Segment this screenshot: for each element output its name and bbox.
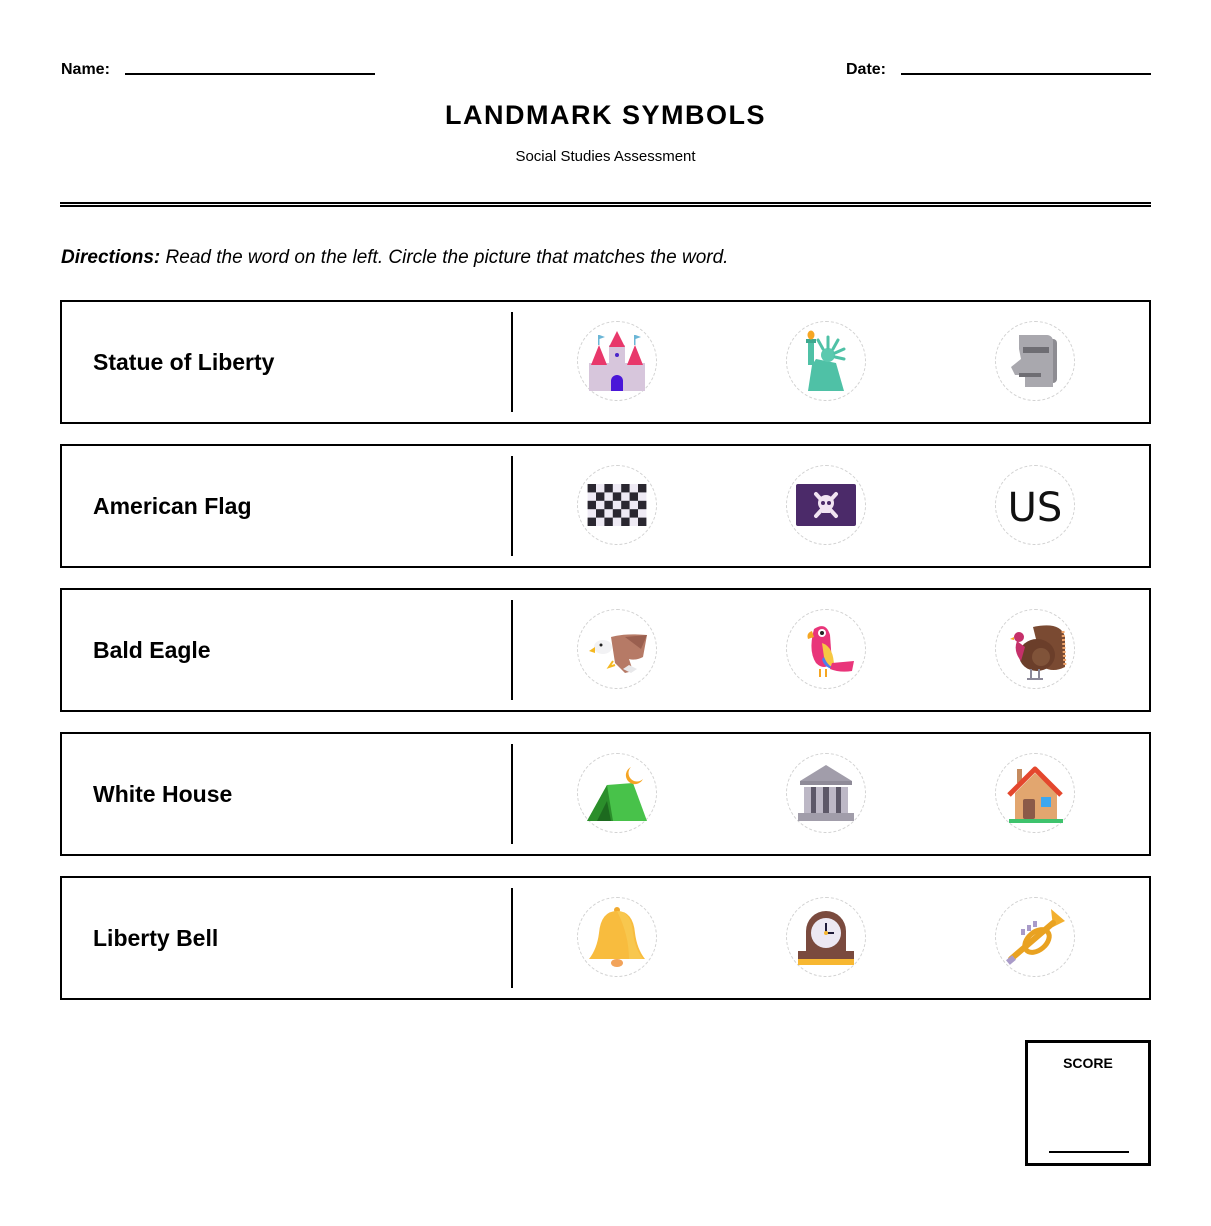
option-statue-of-liberty[interactable] [786, 321, 866, 401]
date-field-line[interactable] [901, 73, 1151, 75]
turkey-icon [1003, 617, 1067, 681]
row-divider [511, 744, 513, 844]
house-icon [1003, 761, 1067, 825]
name-label: Name: [61, 61, 110, 78]
option-moai[interactable] [995, 321, 1075, 401]
moai-icon [1003, 329, 1067, 393]
option-trumpet[interactable] [995, 897, 1075, 977]
directions-label: Directions: [61, 247, 161, 268]
question-word: Statue of Liberty [93, 349, 275, 375]
question-word: Liberty Bell [93, 925, 219, 951]
score-label: SCORE [1063, 1055, 1113, 1071]
option-checkered-flag[interactable] [577, 465, 657, 545]
date-label: Date: [846, 61, 887, 78]
bell-icon [585, 905, 649, 969]
header-divider-bottom [60, 205, 1151, 207]
directions [61, 247, 728, 269]
option-bell[interactable] [577, 897, 657, 977]
question-row [60, 876, 1151, 1000]
option-pirate-flag[interactable] [786, 465, 866, 545]
option-eagle[interactable] [577, 609, 657, 689]
eagle-icon [585, 617, 649, 681]
question-row [60, 588, 1151, 712]
pirate-flag-icon [796, 484, 856, 526]
question-row [60, 300, 1151, 424]
score-entry-line[interactable] [1049, 1151, 1129, 1153]
option-mantelpiece-clock[interactable] [786, 897, 866, 977]
parrot-icon [794, 617, 858, 681]
question-word: Bald Eagle [93, 637, 211, 663]
header-divider-top [60, 202, 1151, 204]
question-word: American Flag [93, 493, 252, 519]
castle-icon [585, 329, 649, 393]
classical-building-icon [794, 761, 858, 825]
option-house[interactable] [995, 753, 1075, 833]
trumpet-icon [1003, 905, 1067, 969]
checkered-flag-icon [587, 484, 647, 526]
directions-text: Read the word on the left. Circle the picture that matches the word. [160, 247, 729, 268]
option-us-letters[interactable] [995, 465, 1075, 545]
option-castle[interactable] [577, 321, 657, 401]
option-turkey[interactable] [995, 609, 1075, 689]
question-row [60, 444, 1151, 568]
statue-of-liberty-icon [794, 329, 858, 393]
row-divider [511, 456, 513, 556]
option-camping-tent[interactable] [577, 753, 657, 833]
question-word: White House [93, 781, 233, 807]
row-divider [511, 888, 513, 988]
question-row [60, 732, 1151, 856]
option-classical-building[interactable] [786, 753, 866, 833]
row-divider [511, 312, 513, 412]
score-box [1025, 1040, 1151, 1166]
row-divider [511, 600, 513, 700]
page-subtitle: Social Studies Assessment [515, 148, 696, 165]
us-letters-icon: US [1007, 485, 1063, 531]
mantelpiece-clock-icon [794, 905, 858, 969]
option-parrot[interactable] [786, 609, 866, 689]
page-title: LANDMARK SYMBOLS [445, 100, 766, 130]
name-field-line[interactable] [125, 73, 375, 75]
camping-tent-icon [585, 761, 649, 825]
